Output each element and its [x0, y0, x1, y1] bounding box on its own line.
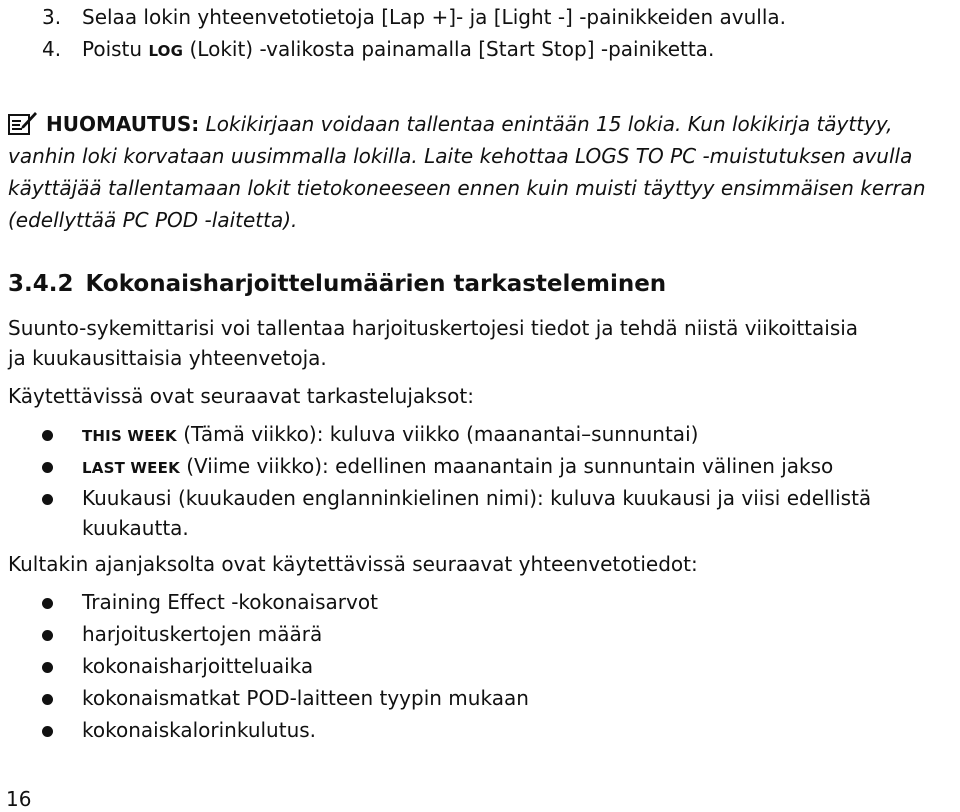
bullet-icon [42, 726, 53, 737]
list-item: kokonaismatkat POD-laitteen tyypin mukaan [0, 682, 960, 714]
list-item-continuation: kuukautta. [82, 516, 189, 540]
bullet-icon [42, 462, 53, 473]
list-item: LAST WEEK (Viime viikko): edellinen maanantain ja sunnuntain välinen jakso [0, 450, 960, 482]
list-item: THIS WEEK (Tämä viikko): kuluva viikko (maanantai–sunnuntai) [0, 418, 960, 450]
note-line-3: käyttäjää tallentamaan lokit tietokoneeseen ennen kuin muisti täyttyy ensimmäisen kerran [8, 176, 926, 200]
list-item: harjoituskertojen määrä [0, 618, 960, 650]
period-code: LAST WEEK [82, 459, 180, 477]
summary-intro: Kultakin ajanjaksolta ovat käytettävissä seuraavat yhteenvetotiedot: [8, 552, 698, 576]
bullet-icon [42, 662, 53, 673]
section-number: 3.4.2 [8, 271, 74, 297]
bullet-icon [42, 630, 53, 641]
list-item: kokonaiskalorinkulutus. [0, 714, 960, 746]
step-number: 3. [42, 5, 62, 29]
list-item: Training Effect -kokonaisarvot [0, 586, 960, 618]
page-number: 16 [6, 787, 32, 811]
period-code: THIS WEEK [82, 427, 177, 445]
intro-line-2: ja kuukausittaisia yhteenvetoja. [8, 346, 327, 370]
bullet-icon [42, 694, 53, 705]
menu-code: LOG [148, 42, 184, 60]
bullet-icon [42, 430, 53, 441]
step-text: Poistu LOG (Lokit) -valikosta painamalla [Start Stop] -painiketta. [82, 37, 715, 61]
note-pencil-icon [8, 110, 38, 136]
section-title: Kokonaisharjoittelumäärien tarkasteleminen [85, 271, 667, 297]
list-item: Kuukausi (kuukauden englanninkielinen nimi): kuluva kuukausi ja viisi edellistä [0, 482, 960, 514]
section-heading [8, 268, 666, 300]
bullet-icon [42, 494, 53, 505]
bullet-icon [42, 598, 53, 609]
note-line-4: (edellyttää PC POD -laitetta). [8, 208, 298, 232]
periods-intro: Käytettävissä ovat seuraavat tarkastelujaksot: [8, 384, 474, 408]
step-number: 4. [42, 37, 62, 61]
list-item: kokonaisharjoitteluaika [0, 650, 960, 682]
note-line-2: vanhin loki korvataan uusimmalla lokilla. Laite kehottaa LOGS TO PC -muistutuksen avulla [8, 144, 913, 168]
note-line-1: HUOMAUTUS: Lokikirjaan voidaan tallentaa enintään 15 lokia. Kun lokikirja täyttyy, [46, 112, 893, 136]
note-label: HUOMAUTUS: [46, 112, 200, 136]
intro-line-1: Suunto-sykemittarisi voi tallentaa harjoituskertojesi tiedot ja tehdä niistä viikoittaisia [8, 316, 859, 340]
step-text: Selaa lokin yhteenvetotietoja [Lap +]- ja [Light -] -painikkeiden avulla. [82, 5, 787, 29]
